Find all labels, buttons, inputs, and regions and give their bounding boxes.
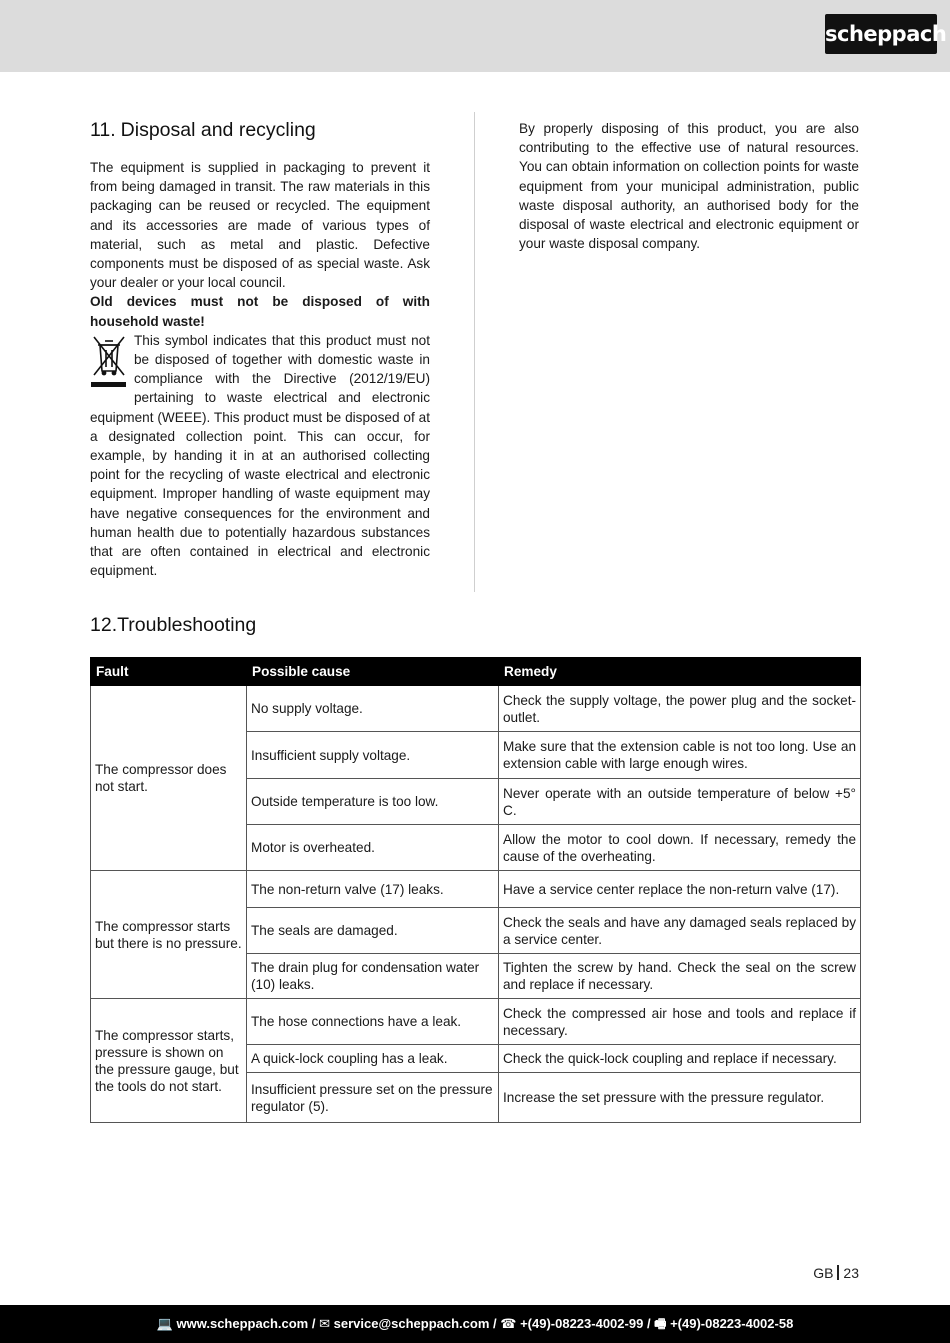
column-header-remedy: Remedy [499,658,861,686]
footer-email[interactable]: service@scheppach.com [333,1316,490,1331]
footer-separator: / [646,1316,655,1331]
footer-bar [0,1305,950,1343]
footer-separator: / [311,1316,320,1331]
section-11-title: Disposal and recycling [120,119,316,141]
page-number-value: 23 [843,1265,859,1281]
header-band [0,0,950,72]
cause-cell: The seals are damaged. [247,908,499,954]
remedy-cell: Check the seals and have any damaged seals replaced by a service center. [499,908,861,954]
remedy-cell: Never operate with an outside temperature of below +5° C. [499,779,861,825]
cause-cell: Outside temperature is too low. [247,779,499,825]
weee-paragraph: This symbol indicates that this product must not be disposed of together with domestic waste in compliance with the Directive (2012/19/EU) pertaining to waste electrical and electronic equipment (WEEE). This product must be disposed of at a designated collection point. This can occur, for example, by handing it in at an authorised collecting point for the recycling of waste electrical and electronic equipment. Improper handling of waste equipment may have negative consequences for the environment and human health due to potentially hazardous substances that are often contained in electrical and electronic equipment. [90,332,430,579]
section-11-heading [90,118,430,142]
footer-phone: +(49)-08223-4002-99 [520,1316,644,1331]
cause-cell: Insufficient pressure set on the pressure regulator (5). [247,1073,499,1123]
page-language: GB [813,1265,834,1281]
computer-icon: 💻 [156,1316,173,1331]
cause-cell: The non-return valve (17) leaks. [247,871,499,908]
section-12-heading [90,613,256,637]
page-number-separator [837,1265,839,1280]
scheppach-logo: scheppach [825,14,937,54]
footer-separator: / [493,1316,501,1331]
cause-cell: No supply voltage. [247,686,499,732]
cause-cell: Motor is overheated. [247,825,499,871]
column-header-cause: Possible cause [247,658,499,686]
table-row [91,686,861,732]
cause-cell: The hose connections have a leak. [247,999,499,1045]
table-row [91,871,861,908]
remedy-cell: Check the quick-lock coupling and replace if necessary. [499,1045,861,1073]
remedy-cell: Check the supply voltage, the power plug and the socket-outlet. [499,686,861,732]
resources-paragraph: By properly disposing of this product, you are also contributing to the effective use of natural resources. You can obtain information on collection points for waste equipment from your municipal administration, public waste disposal authority, an authorised body for the disposal of waste electrical and electronic equipment or your waste disposal company. [519,121,859,252]
household-waste-warning: Old devices must not be disposed of with household waste! [90,294,430,329]
cause-cell: A quick-lock coupling has a leak. [247,1045,499,1073]
fault-cell: The compressor does not start. [91,686,247,871]
column-divider [474,112,475,592]
footer-website[interactable]: www.scheppach.com [176,1316,309,1331]
fax-icon: 🖷 [654,1316,667,1331]
fault-cell: The compressor starts, pressure is shown on the pressure gauge, but the tools do not start. [91,999,247,1123]
table-header-row [91,658,861,686]
remedy-cell: Allow the motor to cool down. If necessary, remedy the cause of the overheating. [499,825,861,871]
remedy-cell: Have a service center replace the non-return valve (17). [499,871,861,908]
cause-cell: The drain plug for condensation water (10) leaks. [247,954,499,999]
troubleshooting-table [90,657,861,1123]
section-11-number: 11. [90,119,116,141]
remedy-cell: Increase the set pressure with the pressure regulator. [499,1073,861,1123]
telephone-icon: ☎ [500,1316,517,1331]
column-header-fault: Fault [91,658,247,686]
crossed-out-wheelie-bin-icon [90,333,128,389]
packaging-paragraph: The equipment is supplied in packaging to prevent it from being damaged in transit. The raw materials in this packaging can be reused or recycled. The equipment and its accessories are made of various types of material, such as metal and plastic. Defective components must be disposed of as special waste. Ask your dealer or your local council. [90,160,430,291]
section-12-number: 12. [90,614,118,636]
remedy-cell: Check the compressed air hose and tools and replace if necessary. [499,999,861,1045]
remedy-cell: Tighten the screw by hand. Check the seal on the screw and replace if necessary. [499,954,861,999]
footer-fax: +(49)-08223-4002-58 [670,1316,794,1331]
table-row [91,999,861,1045]
section-11-right-column [519,119,859,253]
fault-cell: The compressor starts but there is no pressure. [91,871,247,999]
section-11-left-column [90,118,430,580]
envelope-icon: ✉ [319,1316,330,1331]
cause-cell: Insufficient supply voltage. [247,732,499,779]
section-12-title: Troubleshooting [117,614,257,636]
page-number [813,1265,859,1281]
remedy-cell: Make sure that the extension cable is not too long. Use an extension cable with large enough wires. [499,732,861,779]
